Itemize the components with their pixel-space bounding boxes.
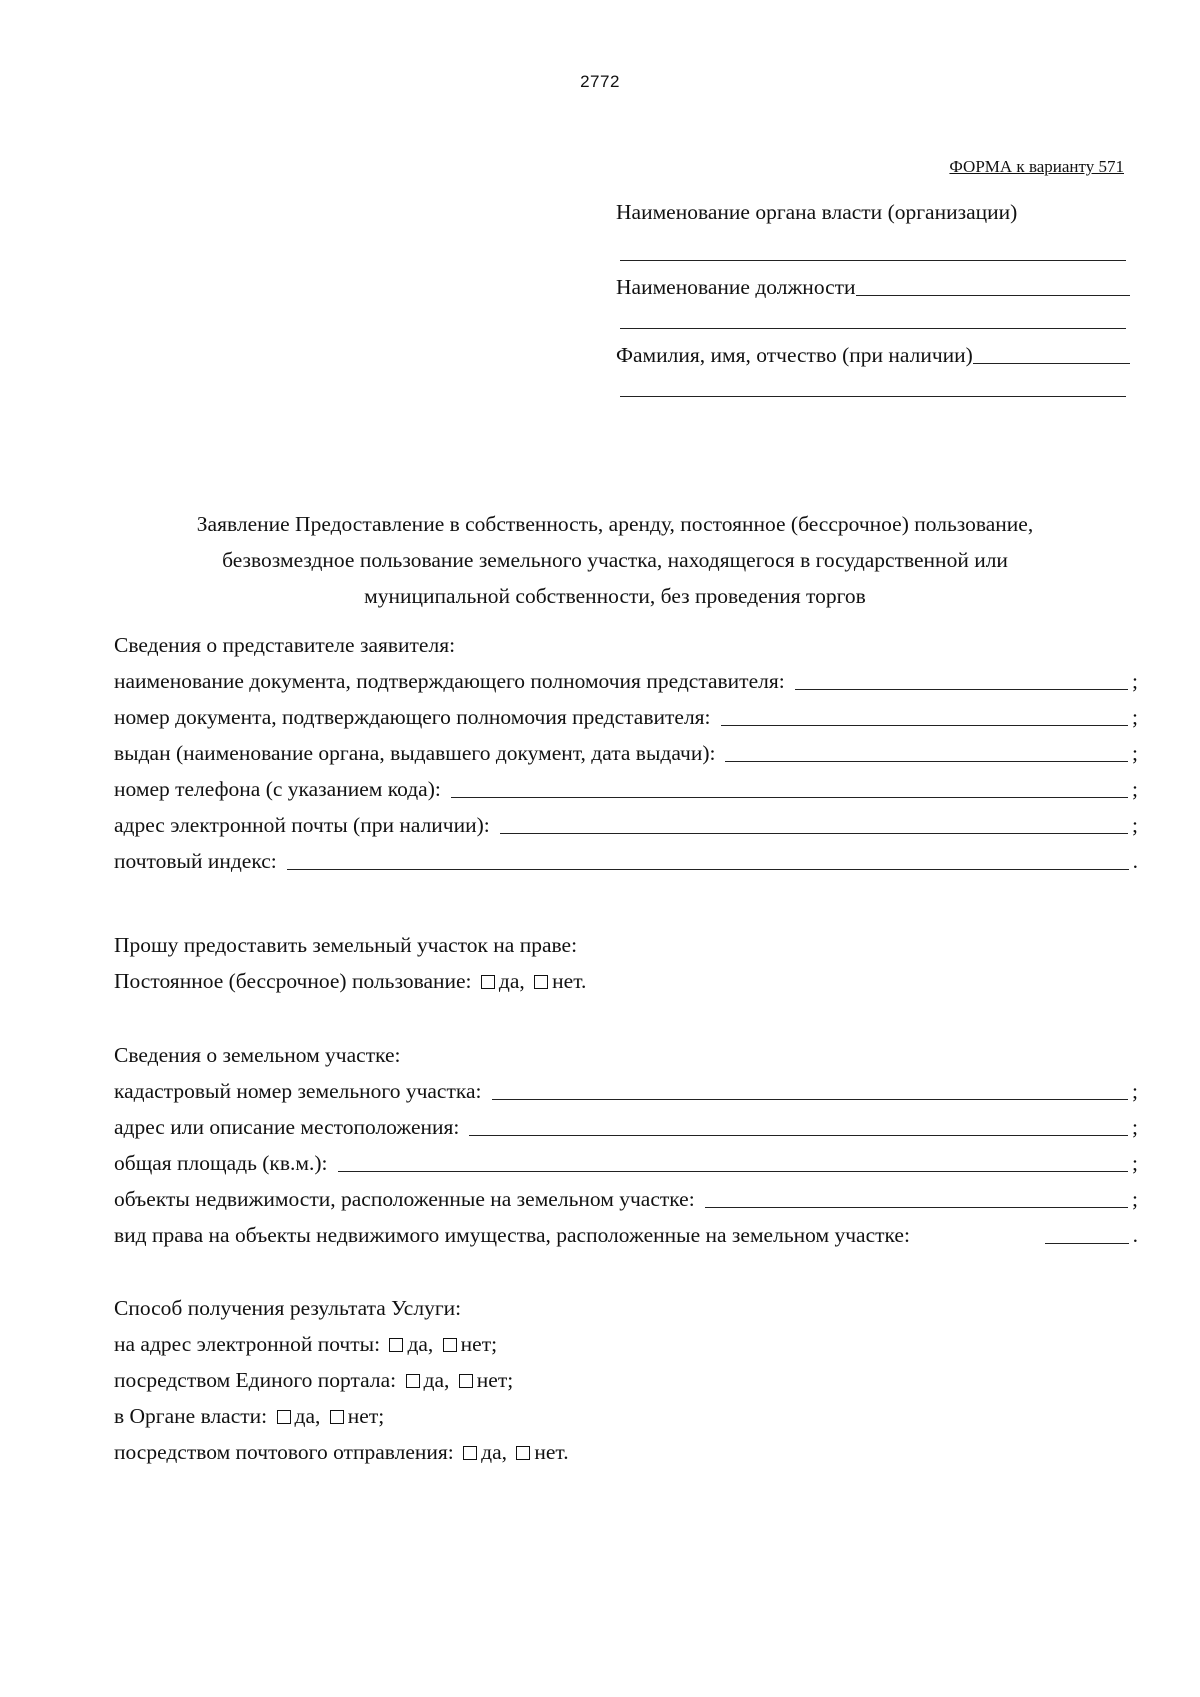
addressee-position-label: Наименование должности xyxy=(616,275,856,299)
permanent-use-label: Постоянное (бессрочное) пользование: xyxy=(114,969,472,993)
land-objects-label: объекты недвижимости, расположенные на земельном участке: xyxy=(114,1187,695,1211)
rep-doc-name-label: наименование документа, подтверждающего полномочия представителя: xyxy=(114,669,785,693)
result-portal-yes-checkbox[interactable] xyxy=(406,1374,420,1388)
result-heading: Способ получения результата Услуги: xyxy=(114,1296,462,1320)
permanent-use-no-checkbox[interactable] xyxy=(534,975,548,989)
addressee-position-field[interactable] xyxy=(856,294,1130,296)
result-authority-no-label: нет; xyxy=(347,1404,385,1428)
rep-phone-label: номер телефона (с указанием кода): xyxy=(114,777,441,801)
land-cadastral-row xyxy=(114,1076,1138,1112)
land-section xyxy=(114,1040,1138,1256)
rep-phone-field[interactable] xyxy=(451,796,1128,798)
land-cadastral-end: ; xyxy=(1132,1079,1138,1103)
result-post-yes-label: да, xyxy=(481,1440,507,1464)
result-portal-no-checkbox[interactable] xyxy=(459,1374,473,1388)
application-title xyxy=(130,506,1100,614)
rep-postcode-end: . xyxy=(1132,849,1138,873)
rep-issued-label: выдан (наименование органа, выдавшего документ, дата выдачи): xyxy=(114,741,716,765)
permanent-use-no-label: нет. xyxy=(552,969,587,993)
rep-doc-name-field[interactable] xyxy=(795,688,1128,690)
rep-doc-number-label: номер документа, подтверждающего полномочия представителя: xyxy=(114,705,711,729)
title-line-2: безвозмездное пользование земельного участка, находящегося в государственной или xyxy=(222,548,1008,572)
rep-postcode-label: почтовый индекс: xyxy=(114,849,277,873)
land-rights-row xyxy=(114,1220,1138,1256)
result-email-yes-label: да, xyxy=(407,1332,434,1356)
result-post-label: посредством почтового отправления: xyxy=(114,1440,454,1464)
land-rights-field[interactable] xyxy=(1045,1242,1129,1244)
land-rights-label: вид права на объекты недвижимого имущества, расположенные на земельном участке: xyxy=(114,1223,910,1247)
result-portal-label: посредством Единого портала: xyxy=(114,1368,397,1392)
land-address-label: адрес или описание местоположения: xyxy=(114,1115,460,1139)
rep-issued-field[interactable] xyxy=(725,760,1128,762)
rep-doc-name-row xyxy=(114,666,1138,702)
result-portal-no-label: нет; xyxy=(476,1368,514,1392)
rep-email-field[interactable] xyxy=(500,832,1128,834)
rep-email-row xyxy=(114,810,1138,846)
result-portal-row xyxy=(114,1365,1138,1401)
title-line-3: муниципальной собственности, без проведения торгов xyxy=(364,584,866,608)
result-authority-row xyxy=(114,1401,1138,1437)
result-authority-yes-label: да, xyxy=(294,1404,321,1428)
representative-section xyxy=(114,630,1138,882)
rep-postcode-row xyxy=(114,846,1138,882)
land-address-end: ; xyxy=(1132,1115,1138,1139)
addressee-fio-row xyxy=(616,338,1130,368)
permanent-use-yes-label: да, xyxy=(498,969,525,993)
addressee-fio-field-2[interactable] xyxy=(620,396,1126,397)
rep-issued-end: ; xyxy=(1132,741,1138,765)
result-email-row xyxy=(114,1329,1138,1365)
land-rights-end: . xyxy=(1132,1223,1138,1247)
representative-heading: Сведения о представителе заявителя: xyxy=(114,633,456,657)
addressee-position-row xyxy=(616,270,1130,300)
result-email-no-checkbox[interactable] xyxy=(443,1338,457,1352)
request-section xyxy=(114,930,1138,1002)
form-reference: ФОРМА к варианту 571 xyxy=(949,157,1124,176)
land-area-end: ; xyxy=(1132,1151,1138,1175)
addressee-org-field[interactable] xyxy=(620,260,1126,261)
land-objects-end: ; xyxy=(1132,1187,1138,1211)
result-authority-label: в Органе власти: xyxy=(114,1404,268,1428)
page-number: 2772 xyxy=(580,72,620,91)
permanent-use-row xyxy=(114,966,1138,1002)
rep-postcode-field[interactable] xyxy=(287,868,1129,870)
land-area-field[interactable] xyxy=(338,1170,1129,1172)
rep-issued-row xyxy=(114,738,1138,774)
rep-phone-row xyxy=(114,774,1138,810)
result-section xyxy=(114,1293,1138,1473)
land-cadastral-field[interactable] xyxy=(492,1098,1129,1100)
title-line-1: Заявление Предоставление в собственность, аренду, постоянное (бессрочное) пользование, xyxy=(196,512,1034,536)
addressee-fio-label: Фамилия, имя, отчество (при наличии) xyxy=(616,343,973,367)
rep-doc-number-row xyxy=(114,702,1138,738)
result-authority-yes-checkbox[interactable] xyxy=(277,1410,291,1424)
land-heading-row xyxy=(114,1040,1138,1076)
addressee-org-label: Наименование органа власти (организации) xyxy=(616,200,1018,224)
addressee-fio-field[interactable] xyxy=(973,362,1130,364)
result-post-no-label: нет. xyxy=(534,1440,569,1464)
result-post-yes-checkbox[interactable] xyxy=(463,1446,477,1460)
result-post-row xyxy=(114,1437,1138,1473)
rep-email-label: адрес электронной почты (при наличии): xyxy=(114,813,490,837)
rep-phone-end: ; xyxy=(1132,777,1138,801)
land-objects-row xyxy=(114,1184,1138,1220)
rep-doc-number-field[interactable] xyxy=(721,724,1128,726)
result-email-label: на адрес электронной почты: xyxy=(114,1332,381,1356)
result-heading-row xyxy=(114,1293,1138,1329)
result-authority-no-checkbox[interactable] xyxy=(330,1410,344,1424)
land-address-row xyxy=(114,1112,1138,1148)
rep-doc-name-end: ; xyxy=(1132,669,1138,693)
land-address-field[interactable] xyxy=(469,1134,1128,1136)
request-heading-row xyxy=(114,930,1138,966)
representative-heading-row xyxy=(114,630,1138,666)
result-post-no-checkbox[interactable] xyxy=(516,1446,530,1460)
land-heading: Сведения о земельном участке: xyxy=(114,1043,401,1067)
land-cadastral-label: кадастровый номер земельного участка: xyxy=(114,1079,482,1103)
result-email-yes-checkbox[interactable] xyxy=(389,1338,403,1352)
land-area-label: общая площадь (кв.м.): xyxy=(114,1151,328,1175)
result-portal-yes-label: да, xyxy=(423,1368,450,1392)
land-area-row xyxy=(114,1148,1138,1184)
land-objects-field[interactable] xyxy=(705,1206,1128,1208)
result-email-no-label: нет; xyxy=(460,1332,498,1356)
permanent-use-yes-checkbox[interactable] xyxy=(481,975,495,989)
rep-email-end: ; xyxy=(1132,813,1138,837)
rep-doc-number-end: ; xyxy=(1132,705,1138,729)
addressee-position-field-2[interactable] xyxy=(620,328,1126,329)
request-heading: Прошу предоставить земельный участок на праве: xyxy=(114,933,578,957)
